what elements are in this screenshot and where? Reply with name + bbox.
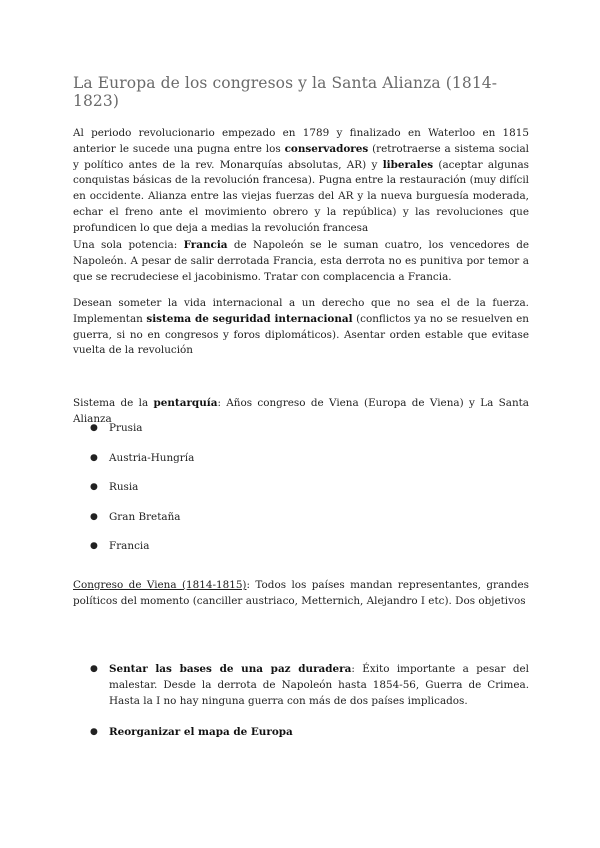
bold-term: Francia bbox=[183, 239, 228, 251]
bold-term: liberales bbox=[382, 158, 434, 171]
list-item-text: Gran Bretaña bbox=[109, 510, 181, 523]
list-item bbox=[73, 662, 529, 725]
list-item bbox=[73, 451, 529, 481]
paragraph-france bbox=[73, 238, 529, 285]
text: Sistema de la bbox=[73, 397, 154, 409]
list-item-text: Rusia bbox=[109, 481, 139, 494]
list-item bbox=[73, 510, 529, 540]
objective-title: Reorganizar el mapa de Europa bbox=[109, 726, 293, 738]
list-item-text: Prusia bbox=[109, 422, 143, 434]
underlined-heading: Congreso de Viena (1814-1815) bbox=[73, 579, 247, 591]
bold-term: conservadores bbox=[284, 142, 369, 155]
text: (aceptar algunas conquistas básicas de la revolución francesa). Pugna entre la restauración (muy difícil en occidente. Alianza entre las viejas fuerzas del AR y la nueva burguesía moderada, echar el freno ante el movimiento obrero y la república) y las revoluciones que profundicen lo que deja a medias la revolución francesa bbox=[73, 158, 529, 234]
list-item bbox=[73, 421, 529, 451]
bullet-icon: ● bbox=[90, 423, 98, 433]
paragraph-intro bbox=[73, 126, 529, 237]
list-item bbox=[73, 539, 529, 569]
bold-term: pentarquía bbox=[153, 397, 218, 409]
list-item bbox=[73, 480, 529, 510]
text: (conflictos ya no se resuelven en guerra, si no en congresos y foros diplomáticos). Asentar orden estable que evitase vuelta de la revolución bbox=[73, 312, 530, 357]
paragraph-vienna-congress bbox=[73, 578, 529, 610]
bullet-icon: ● bbox=[90, 541, 98, 552]
bullet-icon: ● bbox=[90, 452, 98, 463]
bullet-icon: ● bbox=[90, 727, 98, 737]
list-item-text: Francia bbox=[109, 540, 150, 553]
bold-term: sistema de seguridad internacional bbox=[146, 312, 353, 325]
page-title: La Europa de los congresos y la Santa Alianza (1814-1823) bbox=[73, 74, 498, 110]
bullet-icon: ● bbox=[90, 482, 98, 493]
bullet-icon: ● bbox=[90, 511, 98, 522]
text: (retrotraerse a sistema social y político antes de la rev. Monarquías absolutas, AR) y bbox=[73, 142, 529, 171]
text: Al periodo revolucionario empezado en 1789 y finalizado en Waterloo en 1815 anterior le sucede una pugna entre los bbox=[73, 127, 529, 155]
text: Una sola potencia: bbox=[73, 239, 184, 251]
objective-title: Sentar las bases de una paz duradera bbox=[109, 663, 352, 675]
list-item-text: Austria-Hungría bbox=[109, 451, 195, 464]
paragraph-security bbox=[73, 296, 529, 359]
powers-list bbox=[73, 421, 529, 569]
text: de Napoleón se le suman cuatro, los vencedores de Napoleón. A pesar de salir derrotada Francia, esta derrota no es punitiva por temor a que se recrudeciese el jacobinismo. Tratar con complacencia a Francia. bbox=[73, 239, 530, 283]
text: : Años congreso de Viena (Europa de Viena) y La Santa Alianza bbox=[73, 397, 530, 425]
objective-text: : Éxito importante a pesar del malestar. Desde la derrota de Napoleón hasta 1854-56, Guerra de Crimea. Hasta la I no hay ninguna guerra con más de dos países implicados. bbox=[109, 663, 529, 707]
text: : Todos los países mandan representantes, grandes políticos del momento (canciller austriaco, Metternich, Alejandro I etc). Dos objetivos bbox=[73, 579, 530, 607]
list-item bbox=[73, 725, 529, 741]
bullet-icon: ● bbox=[90, 664, 98, 674]
text: Desean someter la vida internacional a un derecho que no sea el de la fuerza. Implementan bbox=[73, 297, 529, 325]
objectives-list bbox=[73, 662, 529, 741]
